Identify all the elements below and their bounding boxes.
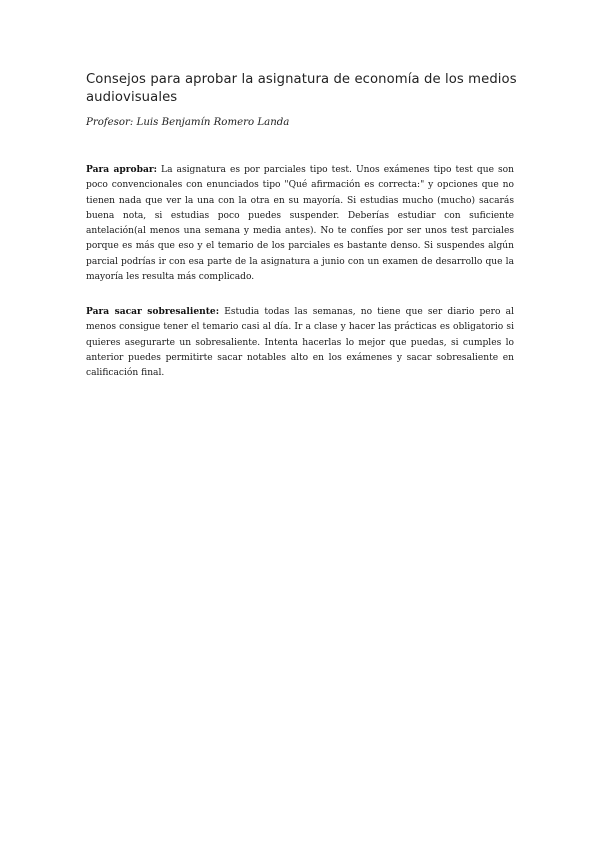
section-heading: Para sacar sobresaliente: bbox=[86, 306, 220, 317]
document-title: Consejos para aprobar la asignatura de economía de los medios audiovisuales bbox=[86, 72, 517, 105]
section-body: Estudia todas las semanas, no tiene que ser diario pero al menos consigue tener el temario casi al día. Ir a clase y hacer las prácticas es obligatorio si quieres asegurarte un sobresaliente. Intenta hacerlas lo mejor que puedas, si cumples lo anterior puedes permitirte sacar notables alto en los exámenes y sacar sobresaliente en calificación final. bbox=[86, 307, 514, 379]
section-heading: Para aprobar: bbox=[86, 164, 157, 175]
section-para-aprobar bbox=[86, 162, 514, 285]
author-line: Profesor: Luis Benjamín Romero Landa bbox=[86, 117, 290, 128]
section-body: La asignatura es por parciales tipo test. Unos exámenes tipo test que son poco convencionales con enunciados tipo "Qué afirmación es correcta:" y opciones que no tienen nada que ver la una con la otra en su mayoría. Si estudias mucho (mucho) sacarás buena nota, si estudias poco puedes suspender. Deberías estudiar con suficiente antelación(al menos una semana y media antes). No te confíes por ser unos test parciales porque es más que eso y el temario de los parciales es bastante denso. Si suspendes algún parcial podrías ir con esa parte de la asignatura a junio con un examen de desarrollo que la mayoría les resulta más complicado. bbox=[86, 165, 514, 283]
section-sobresaliente bbox=[86, 304, 514, 381]
